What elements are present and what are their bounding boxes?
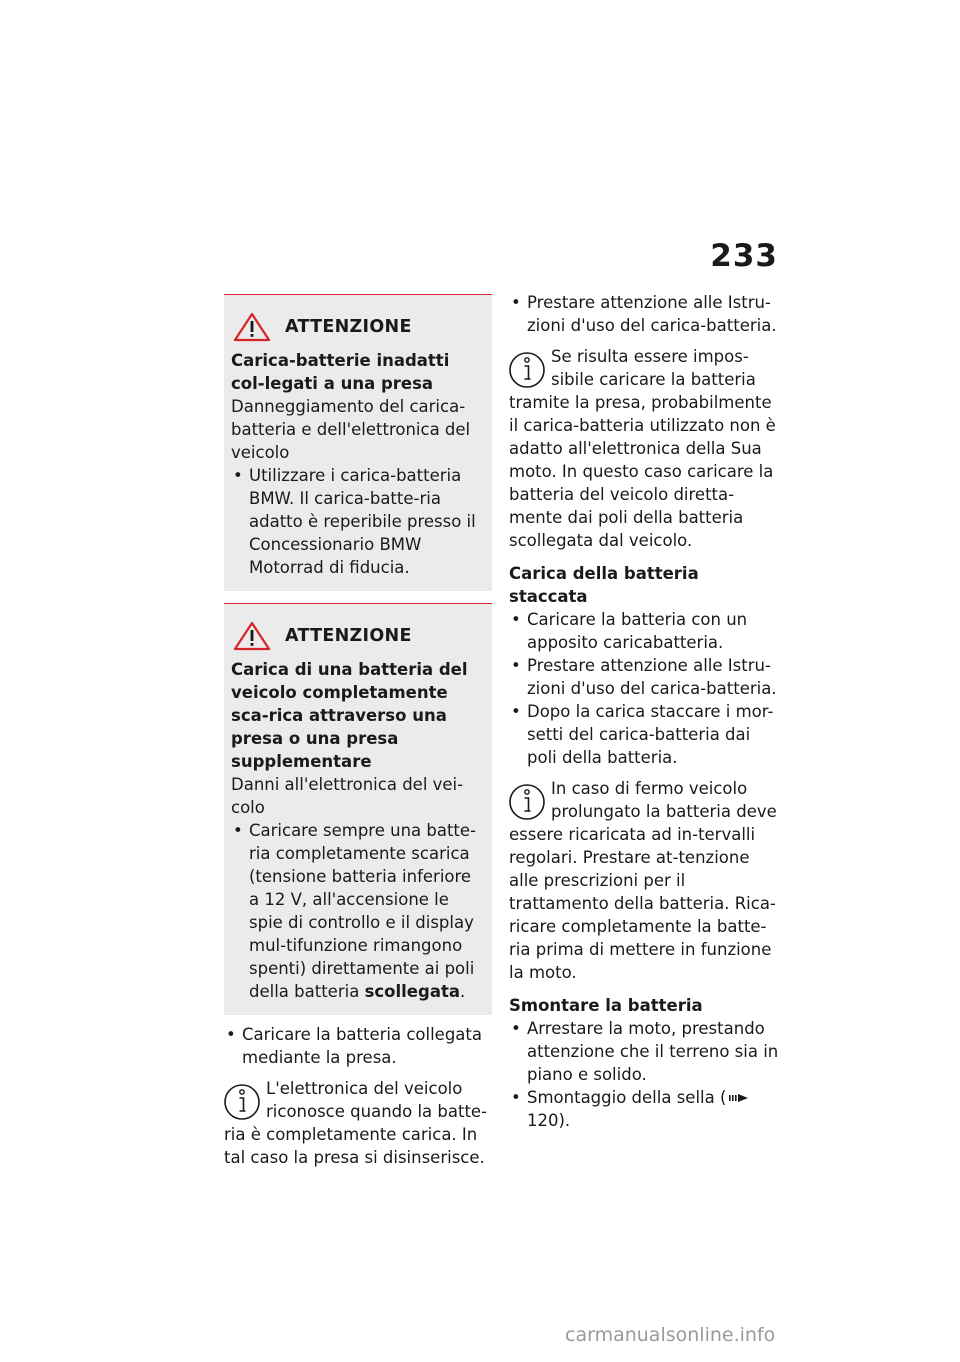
warning-body: Danni all'elettronica del vei-colo — [231, 775, 464, 817]
section-heading: Carica della batteria staccata — [509, 564, 699, 606]
warning-bullet: • Caricare sempre una batte-ria completamente scarica (tensione batteria inferiore a 12 V, all'accensione le spie di controllo e il display mul-tifunzione rimangono spenti) direttamente ai poli della batteria scollegata. — [233, 821, 477, 1001]
warning-title: ATTENZIONE — [285, 317, 412, 337]
list-item: • Prestare attenzione alle Istru-zioni d'uso del carica-batteria. — [511, 656, 777, 698]
list-item: • Prestare attenzione alle Istru-zioni d'uso del carica-batteria. — [511, 293, 777, 335]
page-number: 233 — [710, 238, 778, 274]
warning-header — [231, 620, 485, 652]
info-icon — [507, 349, 547, 391]
list-item: • Dopo la carica staccare i mor-setti del carica-batteria dai poli della batteria. — [511, 702, 774, 767]
list-item: • Caricare la batteria collegata mediante la presa. — [226, 1025, 482, 1067]
warning-header — [231, 311, 485, 343]
warning-box-2 — [224, 603, 492, 1015]
list-item: • Smontaggio della sella (120). — [509, 1086, 781, 1132]
info-note: Se risulta essere impos-sibile caricare la batteria tramite la presa, probabilmente il carica-batteria utilizzato non è adatto all'elettronica della Sua moto. In questo caso caricare la batteria del veicolo diretta-mente dai poli della batteria scollegata dal veicolo. — [509, 347, 776, 550]
watermark: carmanualsonline.info — [565, 1324, 776, 1346]
warning-bullet: • Utilizzare i carica-batteria BMW. Il carica-batte-ria adatto è reperibile presso il Concessionario BMW Motorrad di fiducia. — [233, 466, 476, 577]
warning-triangle-icon — [233, 312, 271, 342]
list-item: • Arrestare la moto, prestando attenzione che il terreno sia in piano e solido. — [511, 1019, 779, 1084]
warning-body: Danneggiamento del carica-batteria e dell'elettronica del veicolo — [231, 397, 471, 462]
warning-subtitle: Carica-batterie inadatti col-legati a una presa — [231, 351, 450, 393]
info-note: L'elettronica del veicolo riconosce quando la batte-ria è completamente carica. In tal caso la presa si disinserisce. — [224, 1079, 488, 1167]
info-note: In caso di fermo veicolo prolungato la batteria deve essere ricaricata ad in-tervalli regolari. Prestare at-tenzione alle prescrizioni per il trattamento della batteria. Rica-ricare completamente la batte-ria prima di mettere in funzione la moto. — [509, 779, 777, 982]
right-column — [509, 291, 781, 1132]
warning-subtitle: Carica di una batteria del veicolo completamente sca-rica attraverso una presa o una presa supplementare — [231, 660, 468, 771]
warning-triangle-icon — [233, 621, 271, 651]
page-reference-link[interactable]: 120 — [527, 1111, 559, 1130]
list-item: • Caricare la batteria con un apposito caricabatteria. — [511, 610, 748, 652]
info-icon — [507, 781, 547, 823]
info-icon — [222, 1081, 262, 1123]
page-reference-arrow-icon — [728, 1092, 750, 1104]
section-heading: Smontare la batteria — [509, 996, 703, 1015]
warning-box-1 — [224, 294, 492, 591]
left-column — [224, 294, 492, 1169]
warning-title: ATTENZIONE — [285, 626, 412, 646]
